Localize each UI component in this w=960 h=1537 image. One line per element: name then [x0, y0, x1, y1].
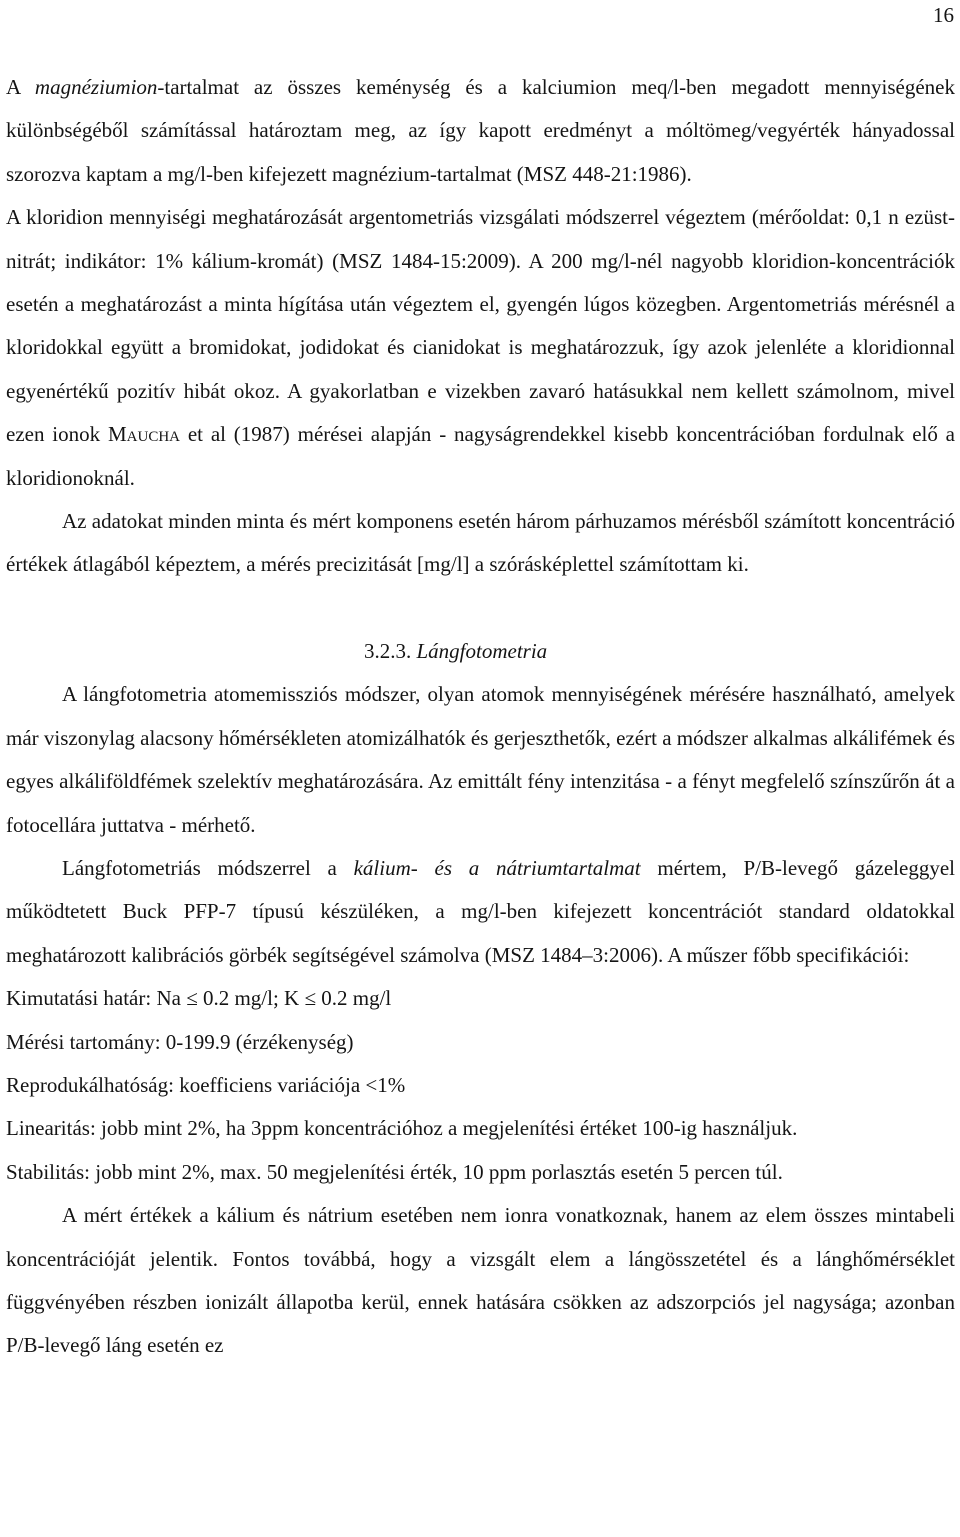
- section-number: 3.2.3.: [364, 638, 417, 663]
- paragraph-magnesium: [6, 66, 955, 196]
- document-body: [6, 66, 955, 1368]
- author-rest: aucha: [126, 422, 180, 447]
- emphasis-text: magnéziumion: [34, 75, 158, 99]
- page-number: 16: [933, 3, 954, 27]
- spec-linearity: Linearitás: jobb mint 2%, ha 3ppm koncentrációhoz a megjelenítési értéket 100-ig használjuk.: [6, 1116, 798, 1141]
- emphasis-text: kálium- és a nátriumtartalmat: [353, 855, 641, 880]
- paragraph-text: Lángfotometriás módszerrel a: [62, 855, 354, 880]
- paragraph-method: [6, 847, 955, 977]
- spec-reproducibility: Reprodukálhatóság: koefficiens variációja <1%: [6, 1072, 406, 1097]
- paragraph-text: A kloridion mennyiségi meghatározását argentometriás vizsgálati módszerrel végeztem (mérőoldat: 0,1 n ezüst-nitrát; indikátor: 1% kálium-kromát) (MSZ 1484-15:2009). A 200 mg/l-nél nagyobb kloridion-koncentrációk esetén a meghatározást a minta hígítása után végeztem el, gyengén lúgos közegben. Argentometriás mérésnél a kloridokkal együtt a bromidokat, jodidokat és cianidokat is meghatározzuk, így azok jelenléte a kloridionnal egyenértékű pozitív hibát okoz. A gyakorlatban e vizekben zavaró hatásukkal nem kellett számolnom, mivel ezen ionok: [6, 205, 955, 447]
- paragraph-chloride: [6, 196, 955, 500]
- paragraph-text: A: [6, 75, 35, 99]
- paragraph-text: et al (1987) mérései alapján - nagyságrendekkel kisebb koncentrációban fordulnak elő a kloridionoknál.: [6, 422, 955, 490]
- spec-measuring-range: Mérési tartomány: 0-199.9 (érzékenység): [6, 1029, 354, 1054]
- author-name: [108, 422, 180, 446]
- paragraph-measured-values: A mért értékek a kálium és nátrium esetében nem ionra vonatkoznak, hanem az elem összes mintabeli koncentrációját jelentik. Fontos továbbá, hogy a vizsgált elem a lángösszetétel és a lánghőmérséklet függvényében részben ionizált állapotba kerül, ennek hatására csökken az adszorpciós jel nagysága; azonban P/B-levegő láng esetén ez: [6, 1203, 955, 1358]
- paragraph-text: mértem, P/B-levegő gázeleggyel működtetett Buck PFP-7 típusú készüléken, a mg/l-ben kifejezett koncentrációt standard oldatokkal meghatározott kalibrációs görbék segítségével számolva (MSZ 1484–3:2006). A műszer főbb specifikációi:: [6, 855, 955, 967]
- paragraph-text: -tartalmat az összes keménység és a kalciumion meq/l-ben megadott mennyiségének különbségéből számítással határoztam meg, az így kapott eredményt a móltömeg/vegyérték hányadossal szorozva kaptam a mg/l-ben kifejezett magnézium-tartalmat (MSZ 448-21:1986).: [6, 75, 955, 186]
- section-heading: [6, 630, 955, 673]
- paragraph-flame-photometry: A lángfotometria atomemissziós módszer, olyan atomok mennyiségének mérésére használható, amelyek már viszonylag alacsony hőmérsékleten atomizálhatók és gerjeszthetők, ezért a módszer alkalmas alkálifémek és egyes alkáliföldfémek szelektív meghatározására. Az emittált fény intenzitása - a fényt megfelelő színszűrőn át a fotocellára juttatva - mérhető.: [6, 682, 955, 837]
- spec-stability: Stabilitás: jobb mint 2%, max. 50 megjelenítési érték, 10 ppm porlasztás esetén 5 percen túl.: [6, 1159, 783, 1184]
- section-title: Lángfotometria: [416, 638, 548, 663]
- author-initial: M: [107, 422, 127, 447]
- paragraph-precision: Az adatokat minden minta és mért komponens esetén három párhuzamos mérésből számított koncentráció értékek átlagából képeztem, a mérés precizitását [mg/l] a szórásképlettel számítottam ki.: [6, 509, 955, 577]
- spec-detection-limit: Kimutatási határ: Na ≤ 0.2 mg/l; K ≤ 0.2 mg/l: [6, 986, 392, 1011]
